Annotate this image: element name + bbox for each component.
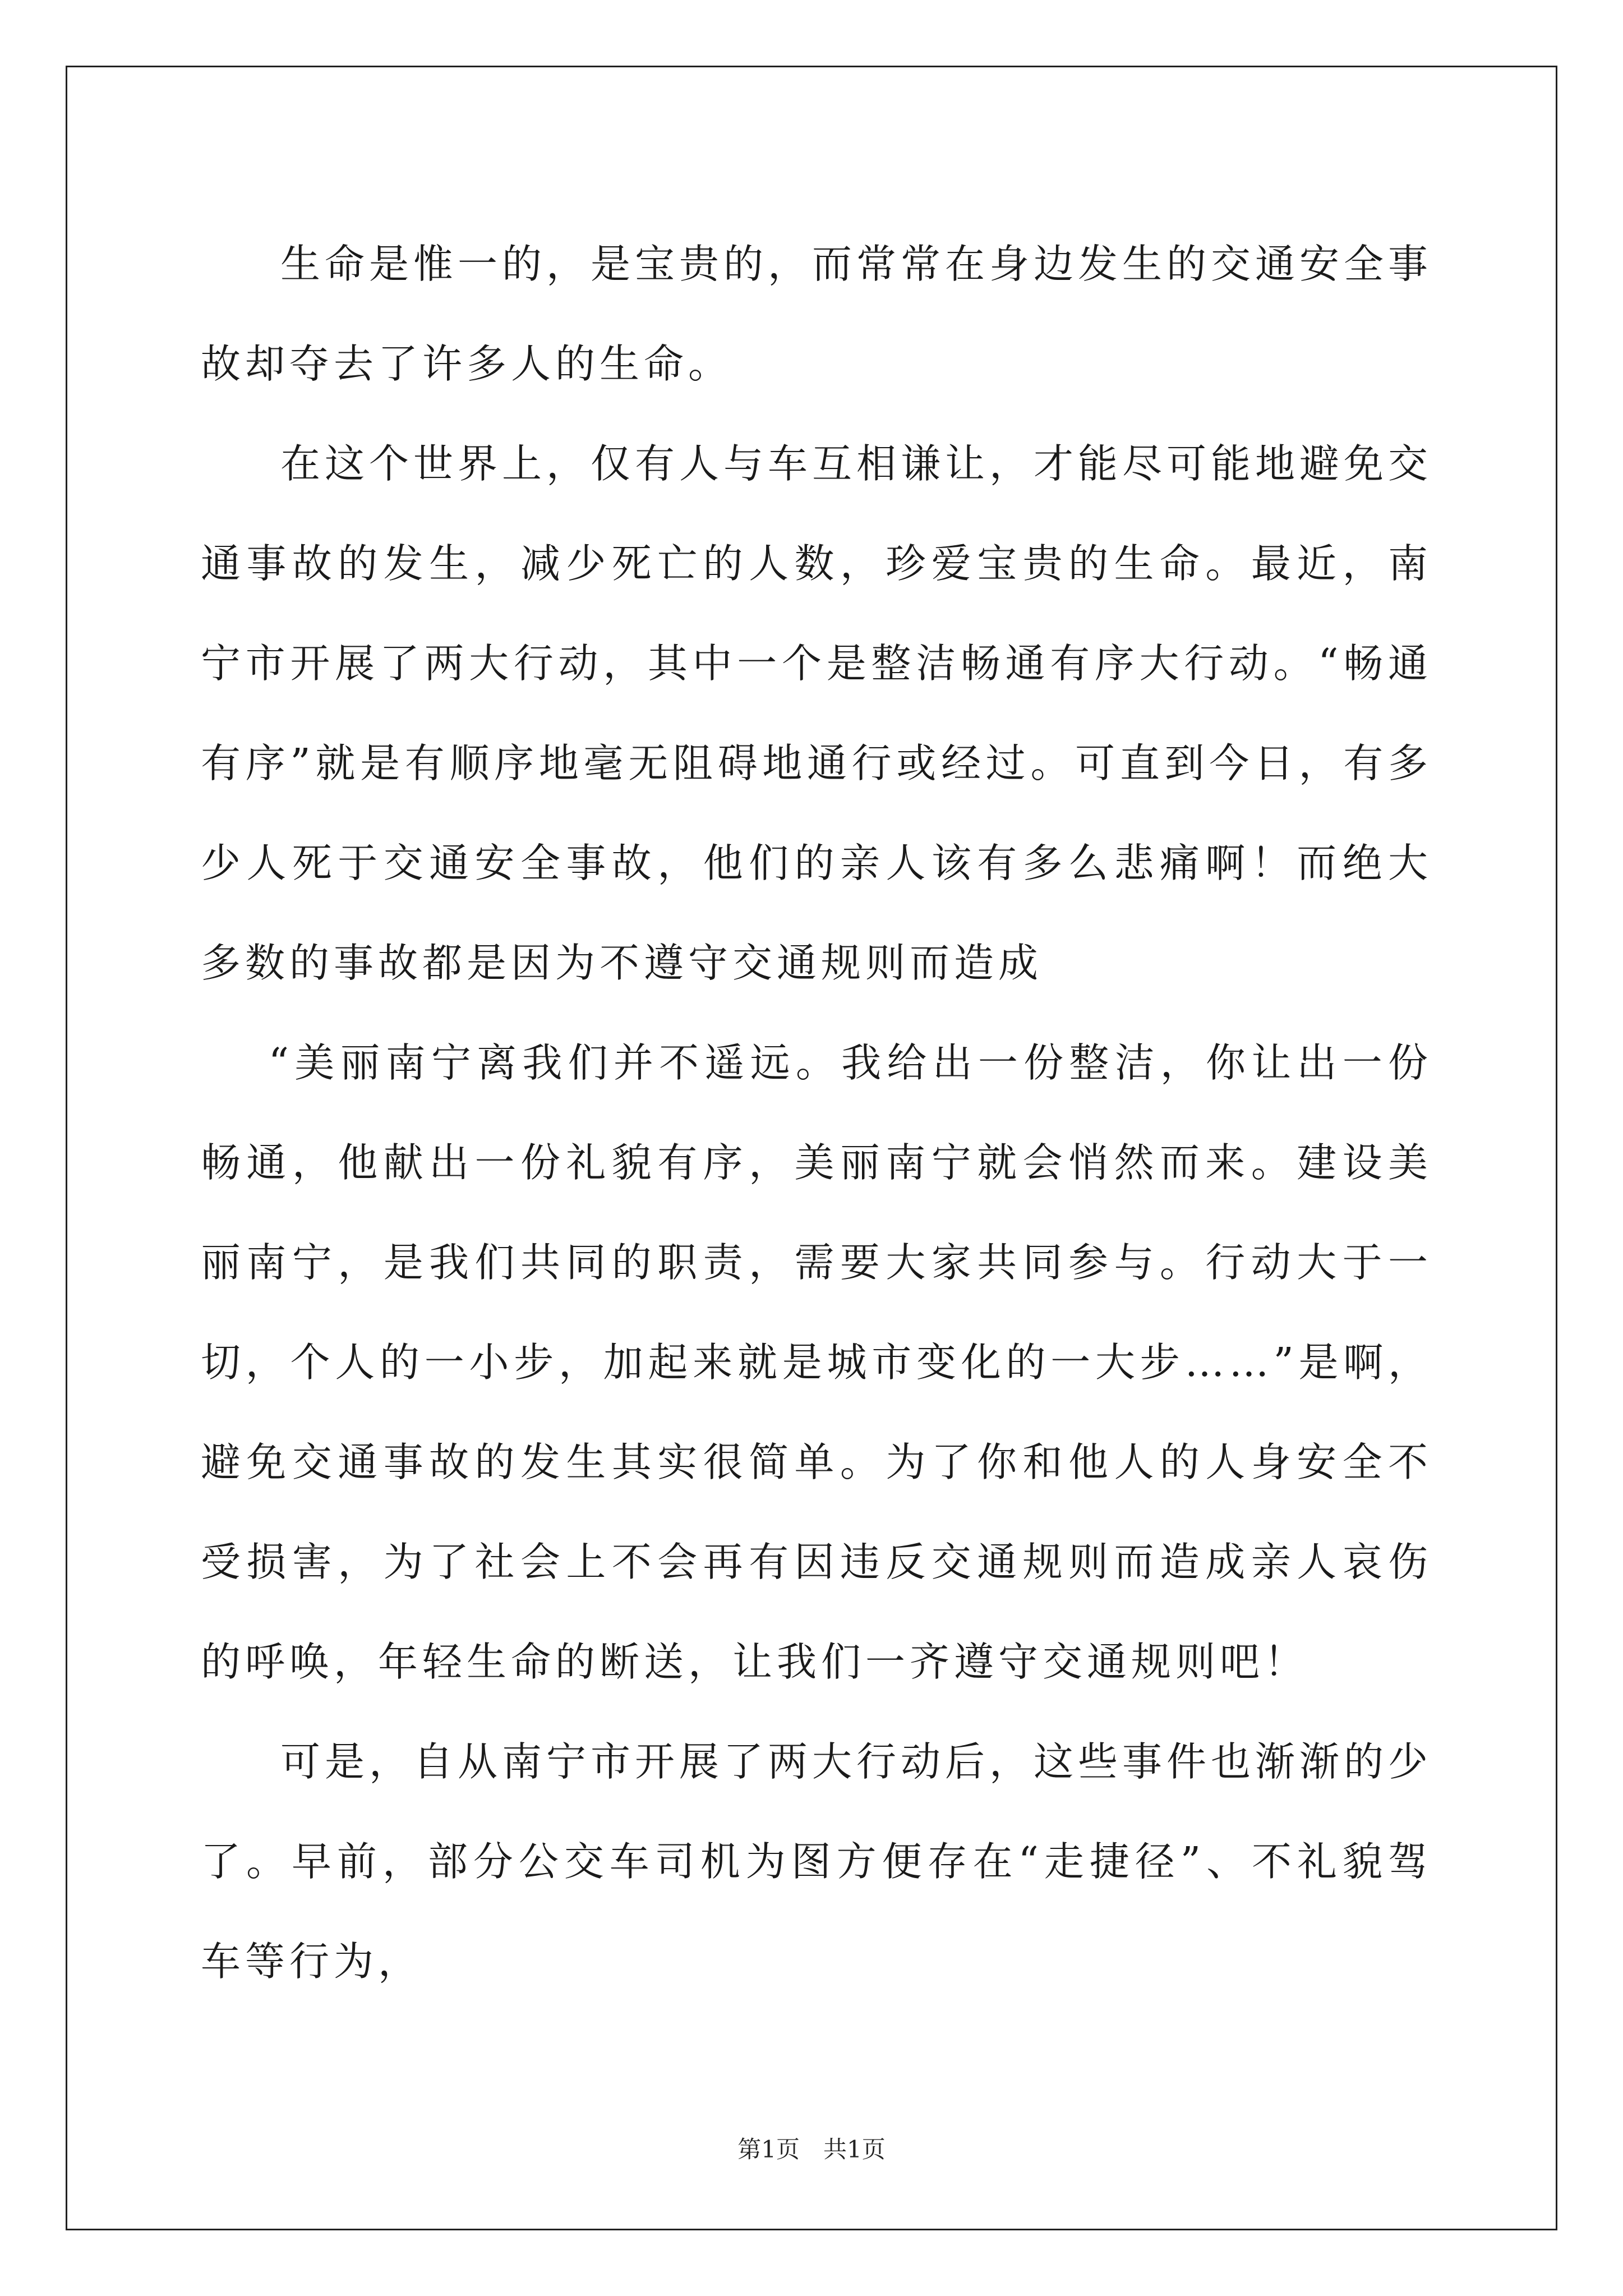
body-text — [201, 214, 1432, 2012]
page-number-total: 共1页 — [823, 2136, 886, 2163]
page-footer — [0, 2131, 1623, 2165]
page-number-current: 第1页 — [737, 2136, 800, 2163]
paragraph-3: “美丽南宁离我们并不遥远。我给出一份整洁，你让出一份畅通，他献出一份礼貌有序，美丽南宁就会悄然而来。建设美丽南宁，是我们共同的职责，需要大家共同参与。行动大于一切，个人的一小步，加起来就是城市变化的一大步……”是啊，避免交通事故的发生其实很简单。为了你和他人的人身安全不受损害，为了社会上不会再有因违反交通规则而造成亲人哀伤的呼唤，年轻生命的断送，让我们一齐遵守交通规则吧！ — [201, 1039, 1432, 1685]
paragraph-1: 生命是惟一的，是宝贵的，而常常在身边发生的交通安全事故却夺去了许多人的生命。 — [201, 241, 1433, 387]
paragraph-2: 在这个世界上，仅有人与车互相谦让，才能尽可能地避免交通事故的发生，减少死亡的人数，珍爱宝贵的生命。最近，南宁市开展了两大行动，其中一个是整洁畅通有序大行动。“畅通有序”就是有顺序地毫无阻碍地通行或经过。可直到今日，有多少人死于交通安全事故，他们的亲人该有多么悲痛啊！而绝大多数的事故都是因为不遵守交通规则而造成 — [201, 440, 1433, 986]
paragraph-4: 可是，自从南宁市开展了两大行动后，这些事件也渐渐的少了。早前，部分公交车司机为图方便存在“走捷径”、不礼貌驾车等行为， — [201, 1738, 1433, 1985]
